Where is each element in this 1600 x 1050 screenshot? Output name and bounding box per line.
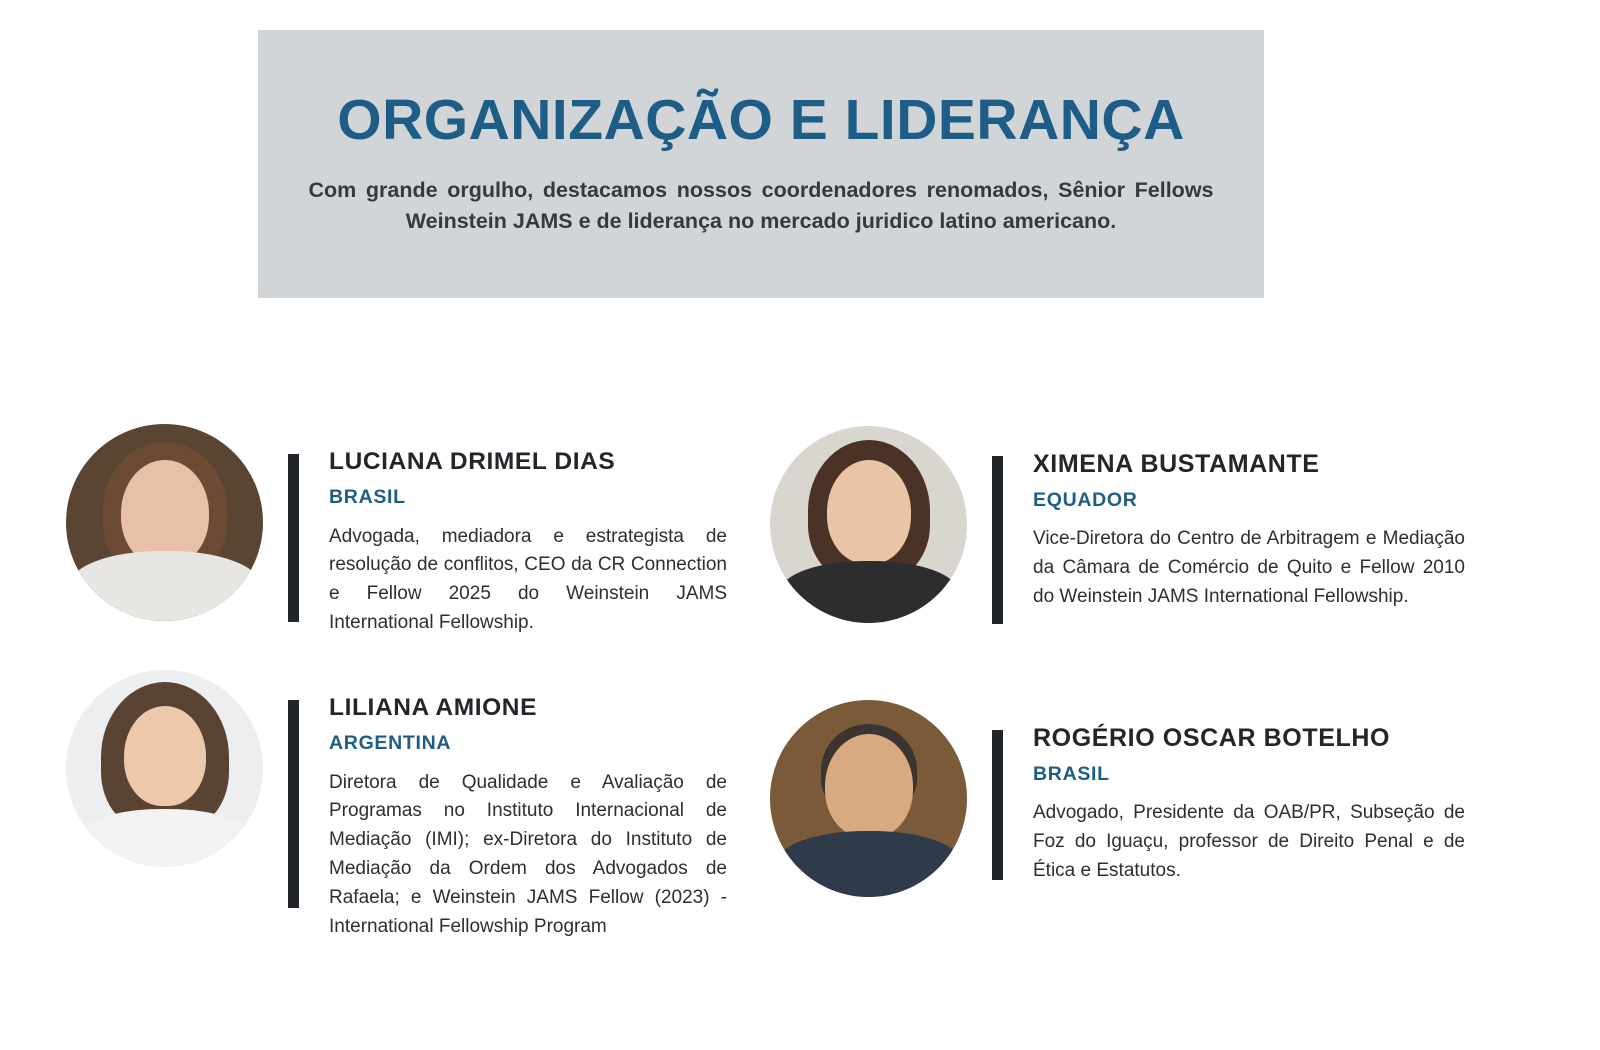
- person-country: ARGENTINA: [329, 732, 452, 755]
- person-card: [770, 426, 1510, 638]
- avatar: [770, 426, 967, 623]
- person-info: [1033, 426, 1510, 612]
- header-banner: [258, 30, 1264, 298]
- person-info: [329, 670, 746, 942]
- person-name: LUCIANA DRIMEL DIAS: [329, 448, 616, 475]
- avatar: [770, 700, 967, 897]
- accent-rule: [288, 700, 299, 908]
- person-info: [1033, 700, 1510, 886]
- accent-rule: [288, 454, 299, 622]
- person-bio: Diretora de Qualidade e Avaliação de Programas no Instituto Internacional de Mediação (IMI); ex-Diretora do Instituto de Mediação da Ordem dos Advogados de Rafaela; e Weinstein JAMS Fellow (2023) - International Fellowship Program: [329, 771, 727, 937]
- person-name: XIMENA BUSTAMANTE: [1033, 450, 1320, 478]
- accent-rule: [992, 456, 1003, 624]
- person-name: LILIANA AMIONE: [329, 694, 538, 721]
- person-country: BRASIL: [1033, 762, 1110, 785]
- person-country: EQUADOR: [1033, 488, 1138, 511]
- person-card: [66, 424, 746, 638]
- person-info: [329, 424, 746, 638]
- avatar: [66, 670, 263, 867]
- person-bio: Advogada, mediadora e estrategista de resolução de conflitos, CEO da CR Connection e Fellow 2025 do Weinstein JAMS International Fellowship.: [329, 525, 727, 634]
- avatar: [66, 424, 263, 621]
- accent-rule: [992, 730, 1003, 880]
- person-name: ROGÉRIO OSCAR BOTELHO: [1033, 724, 1391, 752]
- page-subtitle: Com grande orgulho, destacamos nossos coordenadores renomados, Sênior Fellows Weinstein JAMS e de liderança no mercado juridico latino americano.: [308, 178, 1214, 233]
- person-card: [770, 700, 1510, 897]
- person-country: BRASIL: [329, 486, 406, 509]
- person-bio: Vice-Diretora do Centro de Arbitragem e Mediação da Câmara de Comércio de Quito e Fellow 2010 do Weinstein JAMS International Fellowship.: [1033, 528, 1465, 607]
- person-card: [66, 670, 746, 942]
- page-title: ORGANIZAÇÃO E LIDERANÇA: [337, 88, 1185, 152]
- person-bio: Advogado, Presidente da OAB/PR, Subseção de Foz do Iguaçu, professor de Direito Penal e de Ética e Estatutos.: [1033, 802, 1465, 881]
